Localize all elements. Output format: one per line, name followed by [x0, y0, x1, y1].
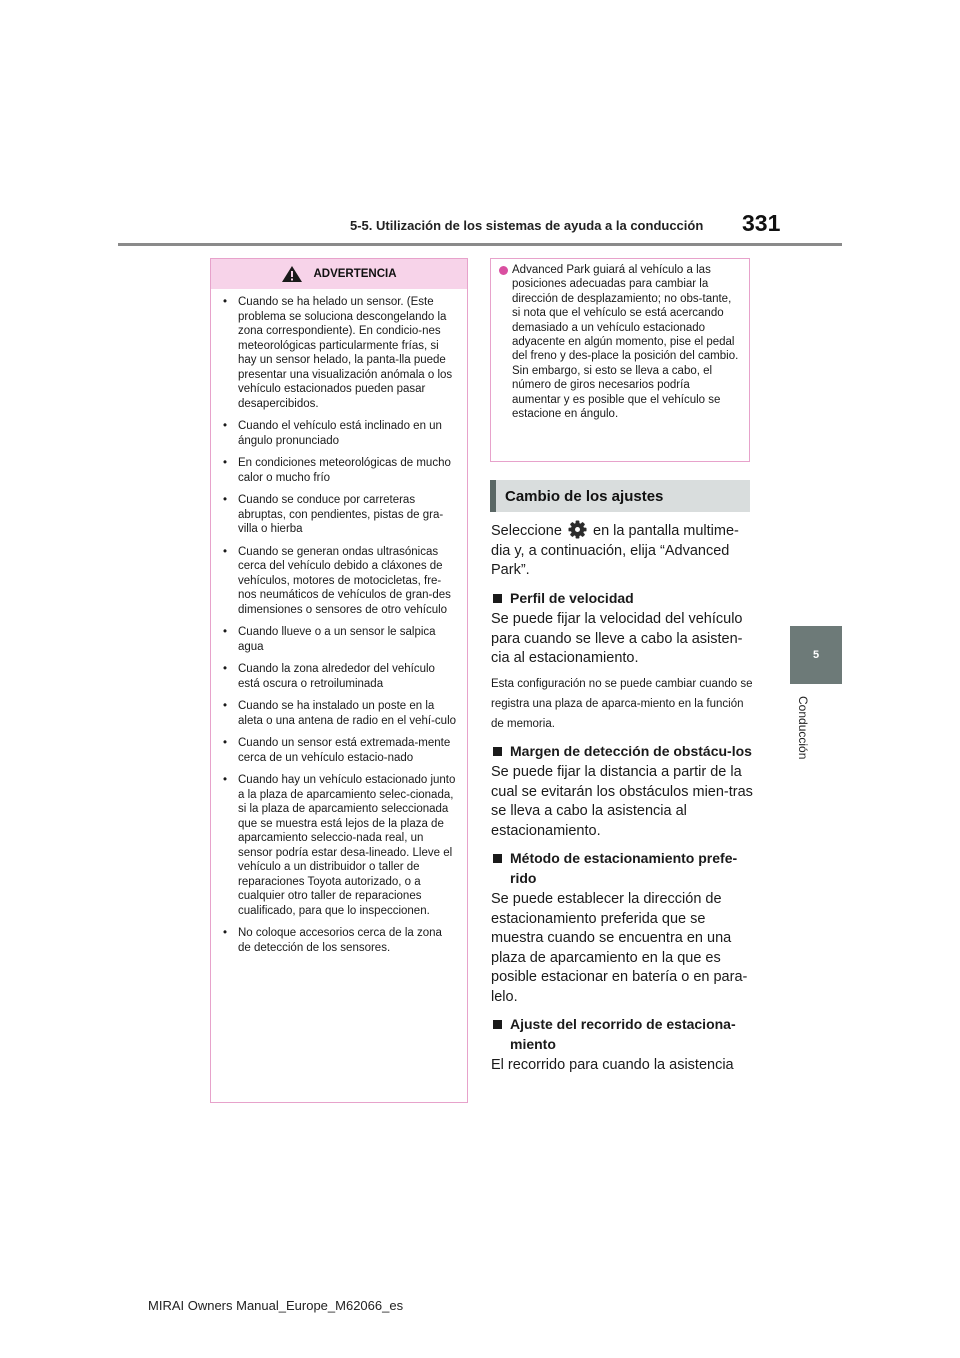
- speed-profile-note: Esta configuración no se puede cambiar cuando se registra una plaza de aparca-miento en la función de memoria.: [491, 677, 753, 730]
- chapter-label: Conducción: [796, 696, 810, 760]
- intro-after: en la pantalla multime-dia y, a continuación, elija “Advanced Park”.: [491, 523, 739, 578]
- warning-list: [211, 289, 467, 955]
- warning-item: • Cuando se ha instalado un poste en la aleta o una antena de radio en el vehí-culo: [221, 699, 457, 728]
- settings-content: [491, 520, 753, 1081]
- note-item: [499, 263, 741, 421]
- warning-title: ADVERTENCIA: [313, 268, 397, 280]
- section-heading-text: Cambio de los ajustes: [505, 487, 664, 505]
- header-divider: [118, 243, 842, 246]
- warning-header: [211, 259, 467, 289]
- chapter-tab: [790, 626, 842, 684]
- gear-icon: [568, 520, 587, 539]
- settings-intro: [491, 520, 753, 581]
- warning-item: • En condiciones meteorológicas de mucho calor o mucho frío: [221, 456, 457, 485]
- note-bullet-icon: [499, 266, 508, 275]
- section-heading: [490, 480, 750, 512]
- warning-item: • Cuando el vehículo está inclinado en un ángulo pronunciado: [221, 419, 457, 448]
- subhead-preferred-parking: Método de estacionamiento prefe-rido: [491, 849, 753, 888]
- warning-box: [210, 258, 468, 1103]
- warning-item: • Cuando hay un vehículo estacionado junto a la plaza de aparcamiento selec-cionada, si la plaza de aparcamiento seleccionada que se muestra está lejos de la plaza de aparcamiento seleccio-nada real, un sensor podría estar desa-lineado. Lleve el vehículo a un distribuidor o taller de reparaciones Toyota autorizado, o a cualquier otro taller de reparaciones cualificado, para que lo inspeccionen.: [221, 773, 457, 918]
- note-box: [490, 258, 750, 462]
- note-text: Advanced Park guiará al vehículo a las posiciones adecuadas para cambiar la dirección de desplazamiento; no obs-tante, si nota que el vehículo se está acercando demasiado a un vehículo estacionado adyacente en algún momento, pise el pedal del freno y des-place la posición del cambio. Sin embargo, si esto se lleva a cabo, el número de giros necesarios podría aumentar y es posible que el vehículo se estacione en ángulo.: [512, 264, 739, 421]
- subhead-speed-profile: Perfil de velocidad: [491, 589, 753, 609]
- warning-triangle-icon: [281, 265, 303, 283]
- parking-path-text: El recorrido para cuando la asistencia: [491, 1057, 734, 1073]
- subhead-obstacle-margin: Margen de detección de obstácu-los: [491, 742, 753, 762]
- warning-item: • Cuando un sensor está extremada-mente cerca de un vehículo estacio-nado: [221, 736, 457, 765]
- footer-text: MIRAI Owners Manual_Europe_M62066_es: [148, 1298, 404, 1313]
- warning-item: • Cuando se generan ondas ultrasónicas cerca del vehículo debido a cláxones de vehículos, motores de motocicletas, fre-nos neumáticos de vehículos de gran-des dimensiones o sensores de otro vehículo: [221, 545, 457, 618]
- warning-item: • Cuando la zona alrededor del vehículo está oscura o retroiluminada: [221, 662, 457, 691]
- preferred-parking-text: Se puede establecer la dirección de estacionamiento preferida que se muestra cuando se encuentra en una plaza de aparcamiento en la que es posible estacionar en batería o en para-lelo.: [491, 891, 748, 1005]
- warning-item: • No coloque accesorios cerca de la zona de detección de los sensores.: [221, 926, 457, 955]
- warning-item: • Cuando se ha helado un sensor. (Este problema se soluciona descongelando la zona correspondiente). En condicio-nes meteorológicas particularmente frías, si hay un sensor helado, la panta-lla puede presentar una visualización anómala o los vehículo estacionados pueden pasar desapercibidos.: [221, 295, 457, 411]
- obstacle-margin-text: Se puede fijar la distancia a partir de la cual se evitarán los obstáculos mien-tras se lleva a cabo la asistencia al estacionamiento.: [491, 764, 753, 839]
- section-header-title: 5-5. Utilización de los sistemas de ayuda a la conducción: [350, 218, 704, 233]
- subhead-parking-path: Ajuste del recorrido de estaciona-miento: [491, 1015, 753, 1054]
- speed-profile-text: Se puede fijar la velocidad del vehículo para cuando se lleve a cabo la asisten-cia al estacionamiento.: [491, 611, 743, 666]
- chapter-number: 5: [812, 649, 820, 661]
- page-number: 331: [742, 210, 781, 236]
- warning-item: • Cuando se conduce por carreteras abruptas, con pendientes, pistas de gra-villa o hierba: [221, 493, 457, 537]
- intro-before: Seleccione: [491, 523, 562, 539]
- warning-item: • Cuando llueve o a un sensor le salpica agua: [221, 625, 457, 654]
